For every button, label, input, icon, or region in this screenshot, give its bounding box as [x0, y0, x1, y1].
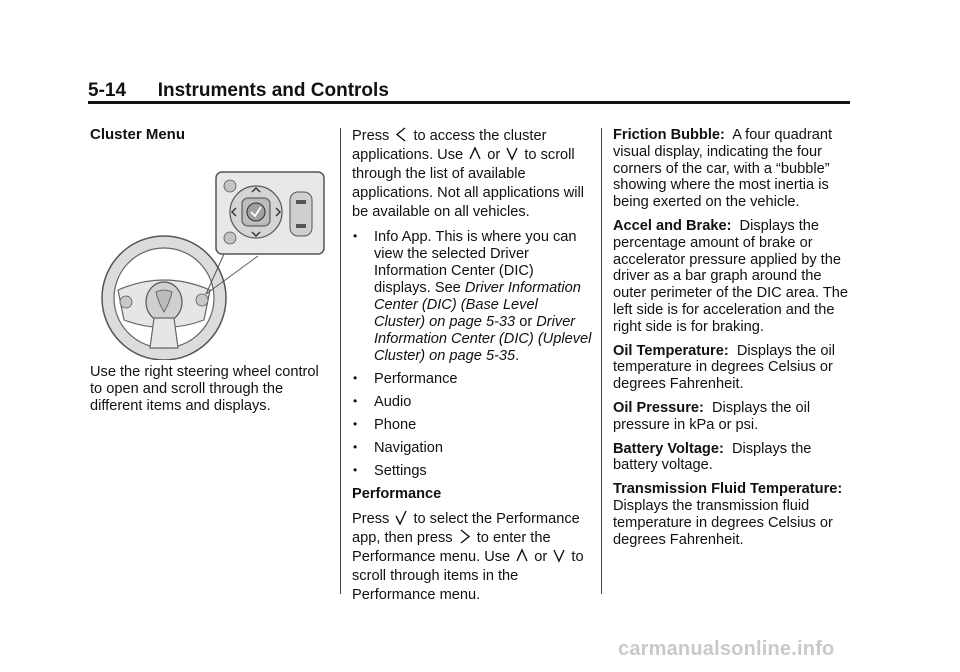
list-item: • Navigation	[353, 440, 443, 456]
performance-heading: Performance	[352, 486, 442, 502]
definition-oil-temperature: Oil Temperature: Displays the oil temperature in degrees Celsius or degrees Fahrenheit.	[613, 342, 835, 393]
column-1	[90, 127, 330, 144]
watermark: carmanualsonline.info	[618, 638, 835, 660]
bullet-icon: •	[353, 463, 358, 477]
column-3	[613, 127, 858, 555]
list-item: • Info App. This is where you can view the selected Driver Information Center (DIC) displays. See Driver Information Center (DIC) (Base Level Cluster) on page 5-33 or Driver Information Center (DIC) (Uplevel Cluster) on page 5-35.	[353, 229, 592, 364]
chevron-down-icon	[553, 548, 565, 563]
definition-oil-pressure: Oil Pressure: Displays the oil pressure in kPa or psi.	[613, 399, 811, 433]
definition-friction-bubble: Friction Bubble: A four quadrant visual display, indicating the four corners of the car, with a “bubble” showing where the most inertia is being exerted on the vehicle.	[613, 127, 833, 211]
chevron-left-icon	[395, 127, 407, 142]
definition-transmission-fluid-temperature: Transmission Fluid Temperature: Displays the transmission fluid temperature in degrees Celsius or degrees Fahrenheit.	[613, 481, 843, 548]
applications-list	[352, 229, 592, 480]
chevron-up-icon	[516, 548, 528, 563]
section-heading-cluster-menu: Cluster Menu	[90, 126, 186, 143]
list-item: • Phone	[353, 417, 417, 433]
definition-accel-brake: Accel and Brake: Displays the percentage amount of brake or accelerator pressure applied by the driver as a bar graph around the outer perimeter of the DIC area. The left side is for acceleration and the right side is for braking.	[613, 217, 848, 335]
check-icon	[395, 510, 407, 525]
column-1-body	[90, 364, 330, 421]
cluster-apps-paragraph: Press to access the cluster applications. Use or to scroll through the list of available applications. Not all applications will be available on all vehicles.	[352, 128, 584, 220]
bullet-icon: •	[353, 440, 358, 454]
control-pad-zoom-icon	[216, 172, 324, 254]
bullet-icon: •	[353, 229, 358, 243]
chevron-up-icon	[469, 146, 481, 161]
cross-reference-link[interactable]: Driver Information Center (DIC) (Base Level Cluster) on page 5-33	[374, 280, 581, 330]
page-title: 5-14 Instruments and Controls	[88, 80, 389, 101]
performance-paragraph: Press to select the Performance app, then press to enter the Performance menu. Use or to scroll through items in the Performance menu.	[352, 511, 584, 603]
bullet-icon: •	[353, 371, 358, 385]
bullet-icon: •	[353, 394, 358, 408]
definition-battery-voltage: Battery Voltage: Displays the battery voltage.	[613, 440, 812, 474]
steering-wheel-icon	[102, 236, 226, 360]
column-2	[352, 127, 592, 612]
list-item: • Performance	[353, 371, 458, 387]
list-item: • Settings	[353, 463, 427, 479]
cross-reference-link[interactable]: Driver Information Center (DIC) (Uplevel Cluster) on page 5-35	[374, 314, 592, 364]
steering-wheel-controls-figure	[94, 170, 326, 360]
column-divider-1	[340, 128, 341, 594]
chevron-down-icon	[506, 146, 518, 161]
list-item: • Audio	[353, 394, 412, 410]
cluster-menu-body: Use the right steering wheel control to open and scroll through the different items and displays.	[90, 364, 319, 414]
chevron-right-icon	[459, 529, 471, 544]
header-rule	[88, 101, 850, 104]
column-divider-2	[601, 128, 602, 594]
bullet-icon: •	[353, 417, 358, 431]
